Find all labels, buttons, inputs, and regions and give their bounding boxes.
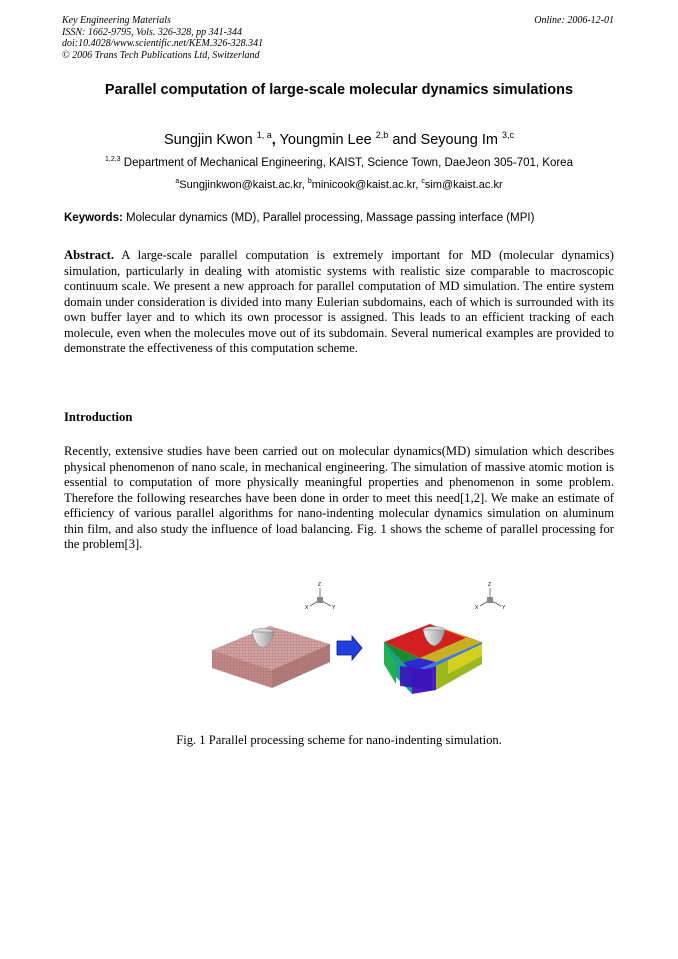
abstract-text: A large-scale parallel computation is extremely important for MD (molecular dynamics) simulation, particularly in dealing with atomistic systems with realistic size comparable to macroscopic continuum scale. We present a new approach for parallel computation of MD simulation. The entire system domain under consideration is divided into many Eulerian subdomains, each of which is surrounded with its own buffer layer and to which its own processor is assigned. This leads to an efficient tracking of each molecule, even when the molecules move out of its subdomain. Several numerical examples are provided to demonstrate the effectiveness of this computation scheme. xyxy=(64,248,614,355)
author-name: Seyoung Im xyxy=(420,132,498,148)
copyright-line: © 2006 Trans Tech Publications Ltd, Switzerland xyxy=(62,49,260,61)
doi-line: doi:10.4028/www.scientific.net/KEM.326-328.341 xyxy=(62,38,264,50)
section-heading-introduction: Introduction xyxy=(64,410,133,424)
introduction-body: Recently, extensive studies have been carried out on molecular dynamics(MD) simulation which describes physical phenomenon of nano scale, in mechanical engineering. The simulation of massive atomic motion is essential to computation of more physically meaningful properties and phenomenon in some problem. Therefore the following researches have been done in order to meet this need[1,2]. We make an estimate of efficiency of various parallel algorithms for nano-indenting molecular dynamics simulation on aluminum thin film, and also study the influence of load balancing. Fig. 1 shows the scheme of parallel processing for the problem[3]. xyxy=(64,444,614,551)
axis-label: Y xyxy=(502,605,506,611)
author-affil-sup: 1, a xyxy=(256,130,272,140)
axis-label: X xyxy=(475,605,479,611)
journal-name: Key Engineering Materials xyxy=(62,15,171,26)
keywords-text: Molecular dynamics (MD), Parallel processing, Massage passing interface (MPI) xyxy=(126,212,535,224)
author-name: Sungjin Kwon xyxy=(164,132,253,148)
keywords-label: Keywords: xyxy=(64,212,123,224)
email-sup: c xyxy=(421,178,425,185)
axis-label: Z xyxy=(318,582,322,588)
email-address[interactable]: minicook@kaist.ac.kr, xyxy=(311,179,419,191)
axis-triad-left xyxy=(305,582,336,611)
author-affil-sup: 3,c xyxy=(501,130,514,140)
email-sup: b xyxy=(307,178,312,185)
abstract-label: Abstract. xyxy=(64,248,115,262)
email-line xyxy=(0,178,678,191)
axis-triad-right xyxy=(475,582,506,611)
email-address[interactable]: sim@kaist.ac.kr xyxy=(424,179,503,191)
axis-label: Z xyxy=(488,582,492,588)
axis-label: X xyxy=(305,605,309,611)
author-separator: and xyxy=(392,132,417,148)
issn-line: ISSN: 1662-9795, Vols. 326-328, pp 341-344 xyxy=(62,26,242,38)
figure-1 xyxy=(200,578,540,698)
paper-title: Parallel computation of large-scale molecular dynamics simulations xyxy=(104,82,574,98)
figure-caption: Fig. 1 Parallel processing scheme for nano-indenting simulation. xyxy=(176,733,502,747)
author-line xyxy=(0,130,678,148)
affiliation-sup: 1,2,3 xyxy=(105,156,121,163)
email-sup: a xyxy=(175,178,180,185)
affiliation-text: Department of Mechanical Engineering, KAIST, Science Town, DaeJeon 305-701, Korea xyxy=(123,157,573,169)
journal-header xyxy=(62,15,263,61)
arrow-icon xyxy=(337,636,362,660)
author-separator: , xyxy=(271,132,276,148)
author-name: Youngmin Lee xyxy=(279,132,372,148)
abstract xyxy=(64,248,614,357)
affiliation xyxy=(0,156,678,169)
online-date: Online: 2006-12-01 xyxy=(534,15,614,26)
axis-label: Y xyxy=(332,605,336,611)
email-address[interactable]: Sungjinkwon@kaist.ac.kr, xyxy=(179,179,305,191)
keywords xyxy=(64,212,534,224)
author-affil-sup: 2,b xyxy=(375,130,389,140)
